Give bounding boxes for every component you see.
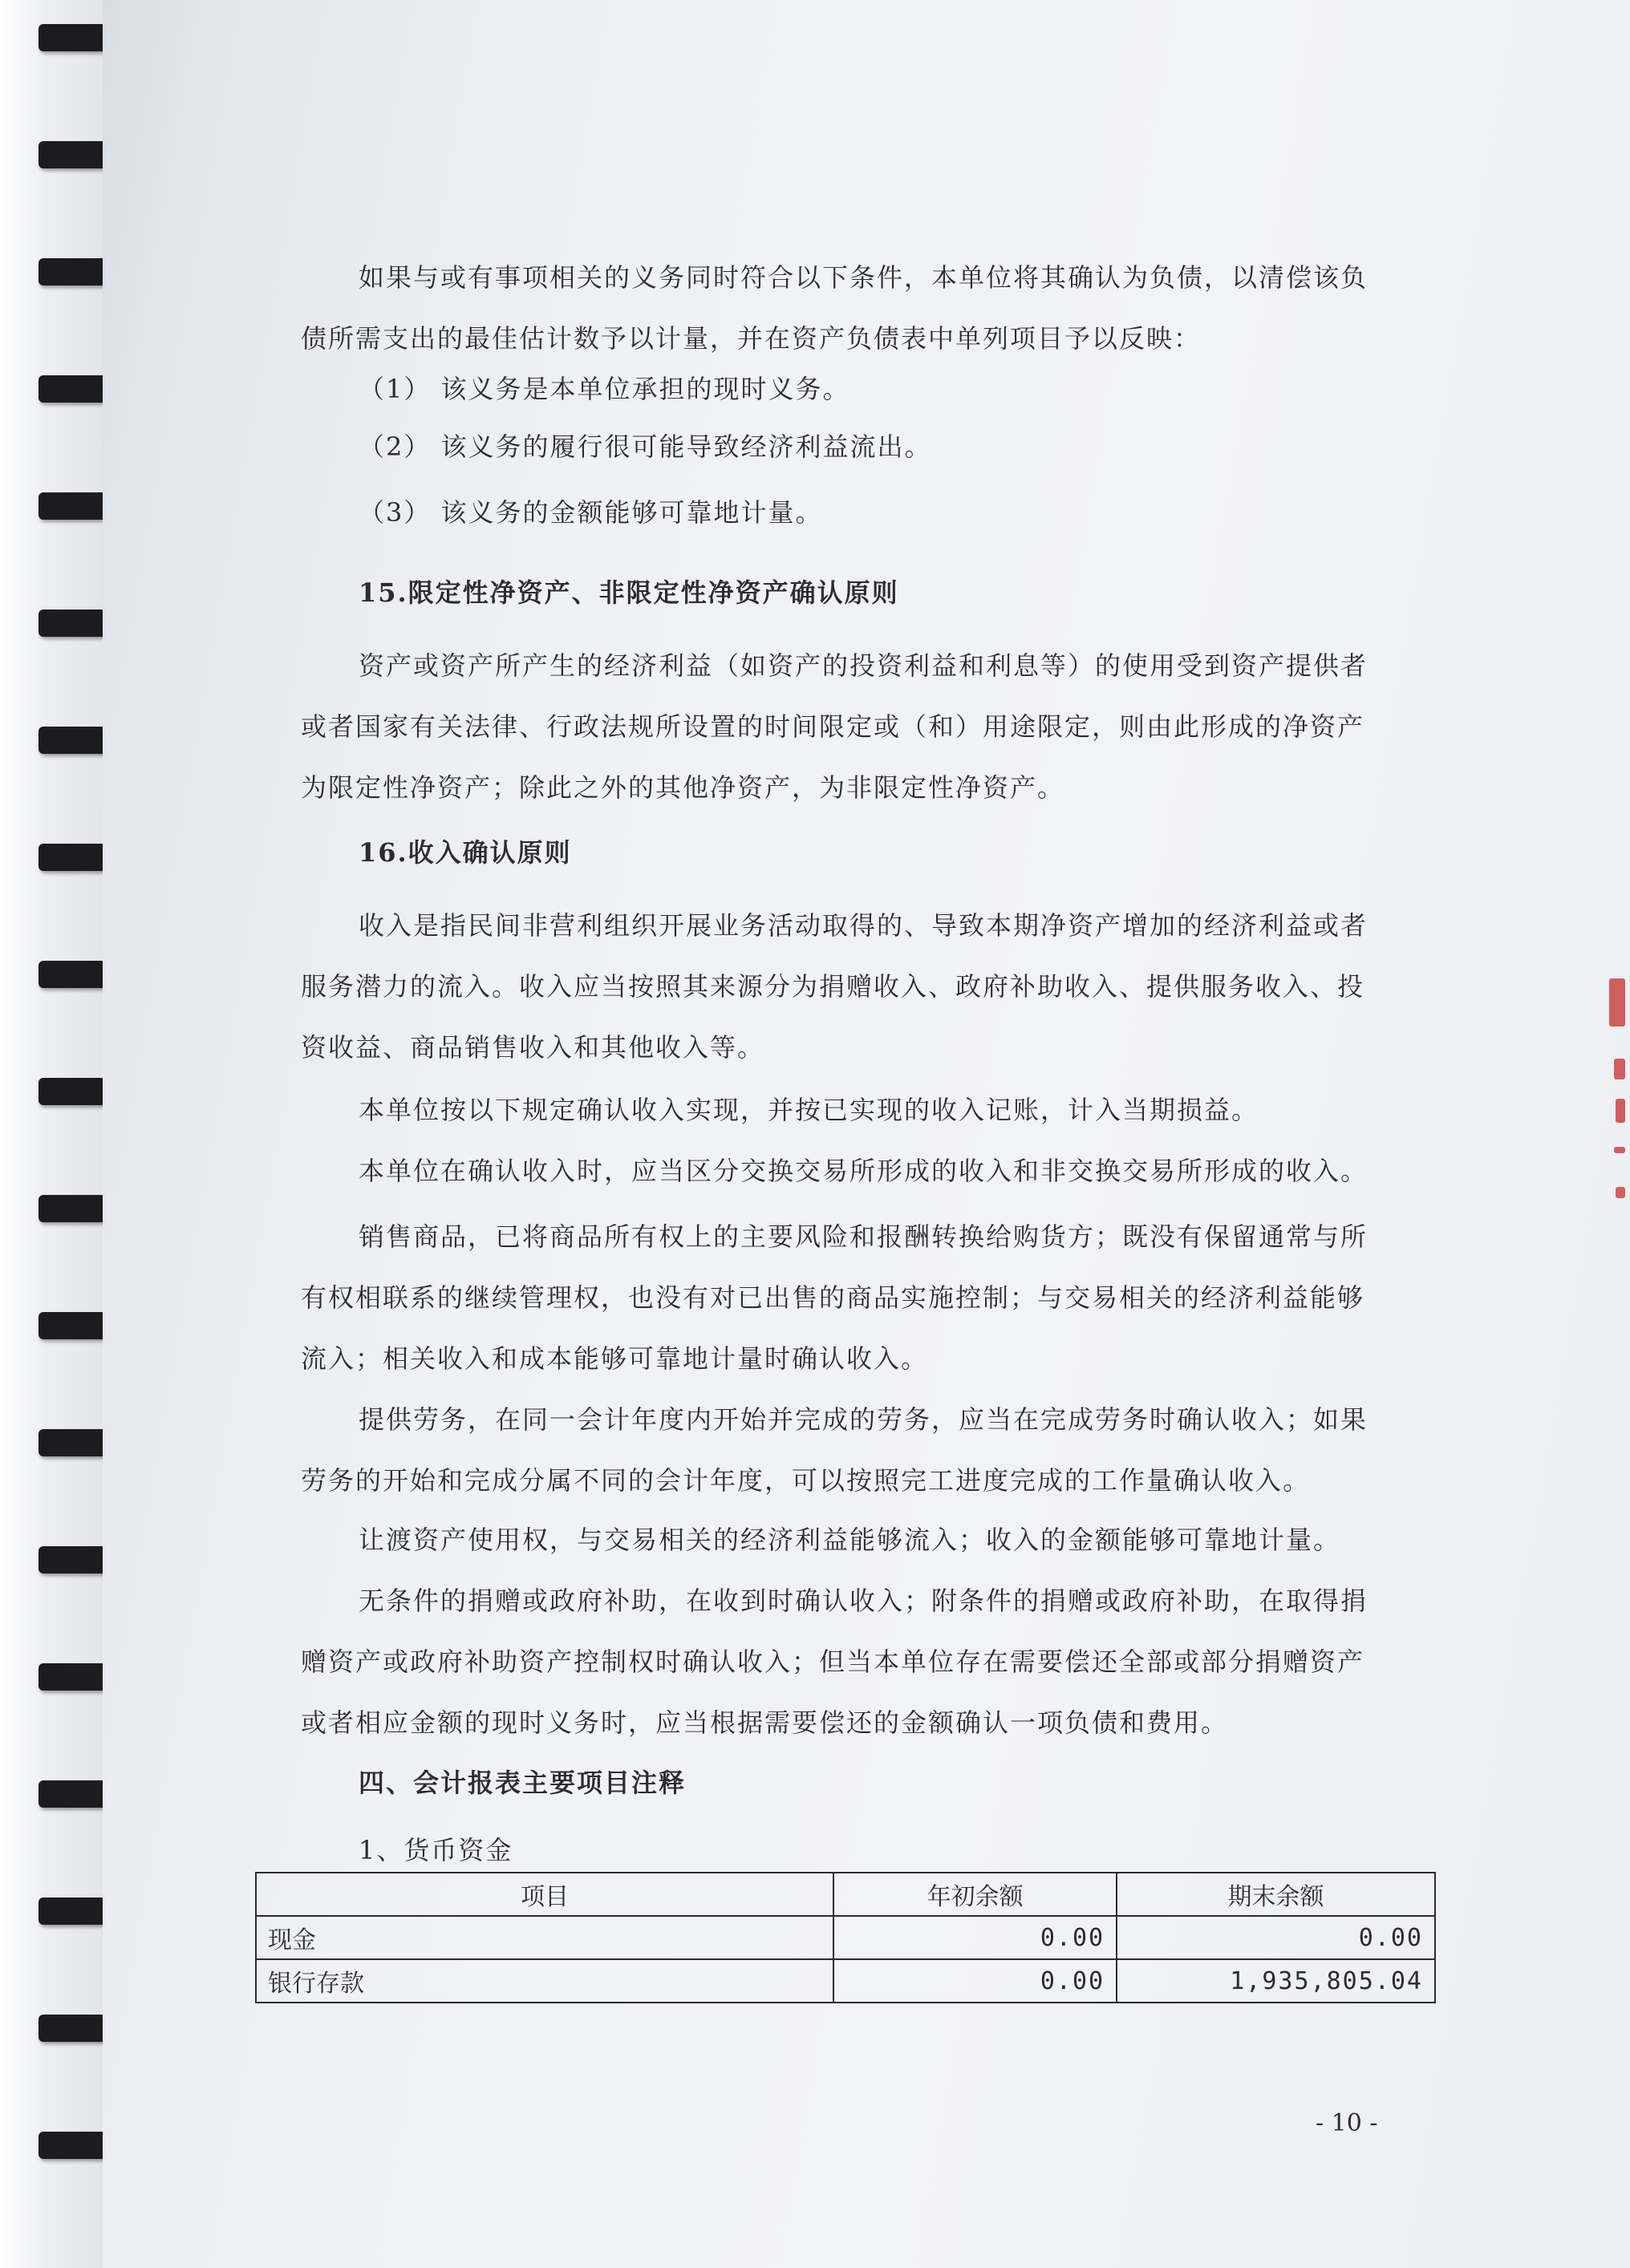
heading-15: 15.限定性净资产、非限定性净资产确认原则 xyxy=(359,577,899,608)
row-label: 现金 xyxy=(256,1916,833,1959)
binding-ring xyxy=(39,1897,111,1925)
paragraph-16b: 本单位按以下规定确认收入实现，并按已实现的收入记账，计入当期损益。 xyxy=(359,1095,1259,1125)
binding-ring xyxy=(39,1780,111,1808)
binding-ring xyxy=(39,1078,111,1105)
list-item-3: （3） 该义务的金额能够可靠地计量。 xyxy=(359,497,823,528)
adjacent-page-edge xyxy=(1572,946,1630,1235)
closing-value: 0.00 xyxy=(1117,1916,1435,1959)
binding-ring xyxy=(39,844,111,871)
heading-16: 16.收入确认原则 xyxy=(359,837,572,868)
binding-ring xyxy=(39,1663,111,1691)
list-item-1: （1） 该义务是本单位承担的现时义务。 xyxy=(359,374,850,404)
paragraph-16d: 销售商品，已将商品所有权上的主要风险和报酬转换给购货方；既没有保留通常与所有权相联系的继续管理权，也没有对已出售的商品实施控制；与交易相关的经济利益能够流入；相关收入和成本能够可靠地计量时确认收入。 xyxy=(301,1221,1368,1374)
paragraph-16c: 本单位在确认收入时，应当区分交换交易所形成的收入和非交换交易所形成的收入。 xyxy=(359,1156,1368,1186)
subsection-cash-title: 1、货币资金 xyxy=(359,1835,513,1865)
binding-ring xyxy=(39,141,111,168)
binding-ring xyxy=(39,24,111,51)
binding-ring xyxy=(39,610,111,637)
binding-ring xyxy=(39,727,111,754)
opening-value: 0.00 xyxy=(833,1959,1117,2003)
table-header-row xyxy=(256,1873,1435,1916)
binding-ring xyxy=(39,1429,111,1456)
page-number: - 10 - xyxy=(1316,2109,1378,2137)
paragraph-16g: 无条件的捐赠或政府补助，在收到时确认收入；附条件的捐赠或政府补助，在取得捐赠资产或政府补助资产控制权时确认收入；但当本单位存在需要偿还全部或部分捐赠资产或者相应金额的现时义务时，应当根据需要偿还的金额确认一项负债和费用。 xyxy=(301,1586,1368,1738)
paragraph-16e: 提供劳务，在同一会计年度内开始并完成的劳务，应当在完成劳务时确认收入；如果劳务的开始和完成分属不同的会计年度，可以按照完工进度完成的工作量确认收入。 xyxy=(301,1404,1368,1496)
binding-ring xyxy=(39,1312,111,1339)
binding-ring xyxy=(39,375,111,403)
header-closing-balance: 期末余额 xyxy=(1117,1873,1435,1916)
binding-ring xyxy=(39,2015,111,2042)
header-item: 项目 xyxy=(256,1873,833,1916)
row-label: 银行存款 xyxy=(256,1959,833,2003)
header-opening-balance: 年初余额 xyxy=(833,1873,1117,1916)
binding-ring xyxy=(39,2132,111,2159)
binding-ring xyxy=(39,1546,111,1573)
table-row xyxy=(256,1916,1435,1959)
section-4-title: 四、会计报表主要项目注释 xyxy=(359,1768,687,1798)
paragraph-16a: 收入是指民间非营利组织开展业务活动取得的、导致本期净资产增加的经济利益或者服务潜力的流入。收入应当按照其来源分为捐赠收入、政府补助收入、提供服务收入、投资收益、商品销售收入和其他收入等。 xyxy=(301,910,1368,1063)
binding-ring xyxy=(39,961,111,988)
binding-ring xyxy=(39,1195,111,1222)
list-item-2: （2） 该义务的履行很可能导致经济利益流出。 xyxy=(359,431,932,462)
opening-value: 0.00 xyxy=(833,1916,1117,1959)
closing-value: 1,935,805.04 xyxy=(1117,1959,1435,2003)
paragraph-16f: 让渡资产使用权，与交易相关的经济利益能够流入；收入的金额能够可靠地计量。 xyxy=(359,1525,1341,1555)
binding-ring xyxy=(39,258,111,286)
paragraph-contingent-liability: 如果与或有事项相关的义务同时符合以下条件，本单位将其确认为负债，以清偿该负债所需支出的最佳估计数予以计量，并在资产负债表中单列项目予以反映： xyxy=(301,262,1368,354)
table-row xyxy=(256,1959,1435,2003)
binding-ring xyxy=(39,492,111,520)
paragraph-15: 资产或资产所产生的经济利益（如资产的投资利益和利息等）的使用受到资产提供者或者国家有关法律、行政法规所设置的时间限定或（和）用途限定，则由此形成的净资产为限定性净资产；除此之外的其他净资产，为非限定性净资产。 xyxy=(301,650,1368,803)
cash-table xyxy=(255,1872,1436,2003)
